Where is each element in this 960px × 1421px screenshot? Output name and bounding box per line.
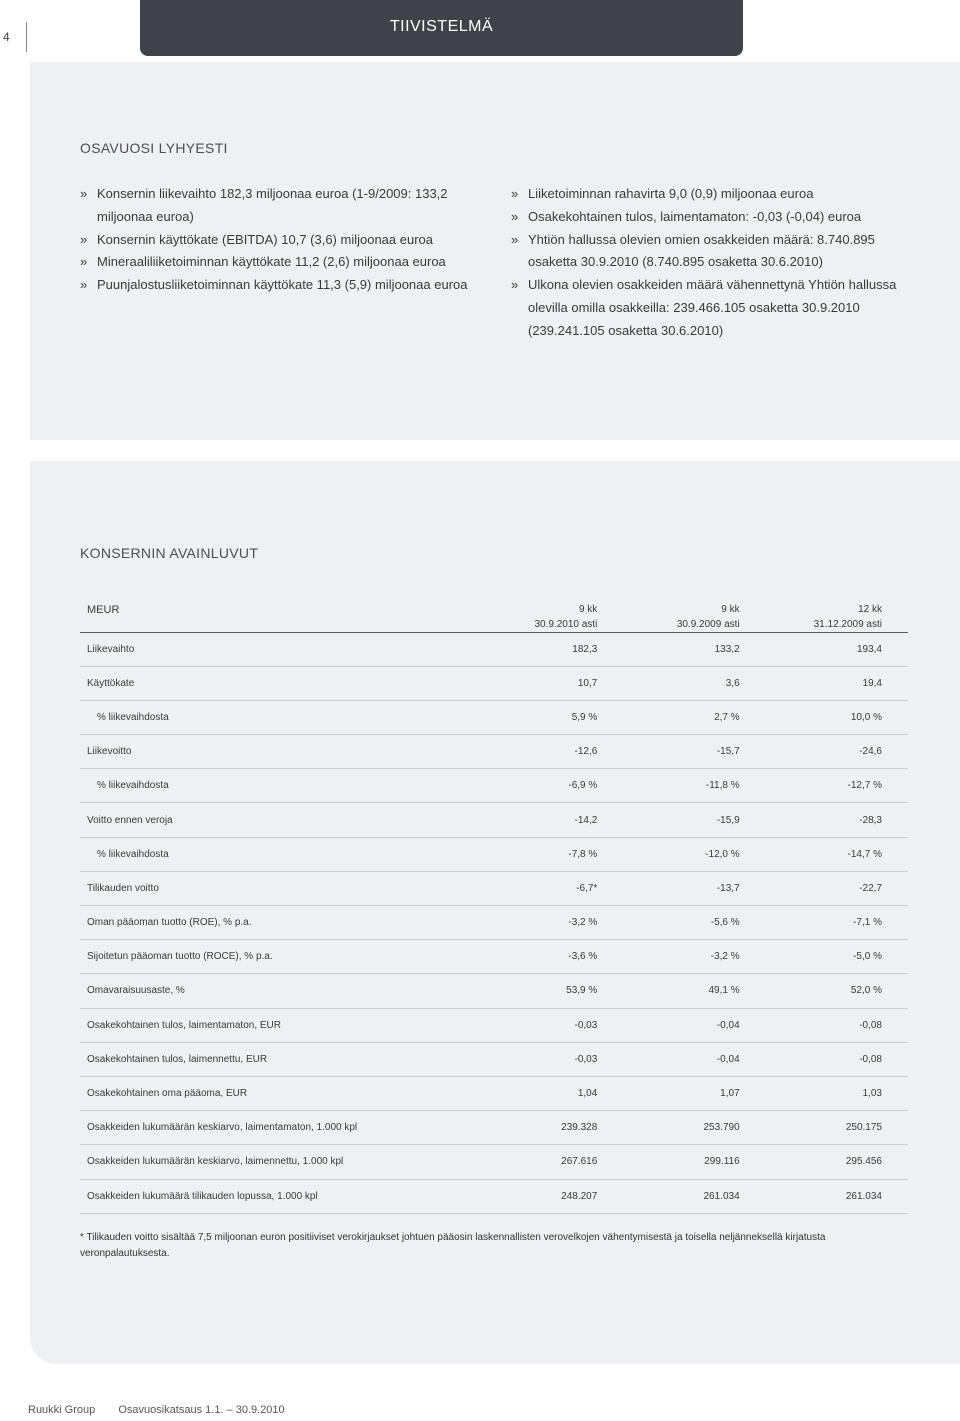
row-value: 248.207: [561, 1190, 598, 1202]
row-value: 1,07: [720, 1088, 740, 1100]
table-row: [80, 1145, 908, 1179]
column-period: 9 kk: [578, 603, 598, 615]
list-item: » Yhtiön hallussa olevien omien osakkeiden määrä: 8.740.895 osaketta 30.9.2010 (8.740.895 osaketta 30.6.2010): [511, 229, 908, 275]
row-label: Omavaraisuusaste, %: [87, 985, 185, 997]
column-header: [766, 588, 908, 632]
table-row: [80, 666, 908, 700]
row-value: 53,9 %: [566, 985, 598, 997]
row-value: -22,7: [859, 882, 882, 894]
row-value: 5,9 %: [571, 711, 598, 723]
row-value: -5,0 %: [853, 951, 882, 963]
key-figures-title: KONSERNIN AVAINLUVUT: [80, 545, 259, 561]
row-value: 239.328: [561, 1122, 598, 1134]
unit-label: MEUR: [87, 603, 120, 616]
row-value: -13,7: [716, 882, 740, 894]
list-item: » Osakekohtainen tulos, laimentamaton: -0,03 (-0,04) euroa: [511, 206, 908, 229]
row-value: 250.175: [845, 1122, 882, 1134]
row-label: % liikevaihdosta: [97, 848, 169, 860]
row-value: -14,2: [574, 814, 598, 826]
row-label: Sijoitetun pääoman tuotto (ROCE), % p.a.: [87, 951, 273, 963]
column-date: 30.9.2009 asti: [676, 618, 740, 630]
row-value: 182,3: [572, 643, 598, 655]
page-number-divider: [26, 22, 27, 52]
row-value: -0,03: [574, 1019, 598, 1031]
row-value: -0,04: [716, 1053, 740, 1065]
row-value: -3,2 %: [568, 917, 598, 929]
row-value: 133,2: [714, 643, 740, 655]
column-period: 12 kk: [858, 603, 882, 615]
row-label: Oman pääoman tuotto (ROE), % p.a.: [87, 917, 252, 929]
row-label: Osakekohtainen tulos, laimentamaton, EUR: [87, 1019, 281, 1031]
table-footnote: * Tilikauden voitto sisältää 7,5 miljoonan euron positiiviset verokirjaukset johtuen pääosin laskennallisten verovelkojen vähentymisestä ja toisella neljänneksellä kirjatusta veronpalautuksesta.: [80, 1232, 826, 1259]
footer-company: Ruukki Group: [28, 1404, 96, 1416]
row-value: -3,2 %: [710, 951, 740, 963]
row-value: -15,7: [716, 746, 740, 758]
row-value: -14,7 %: [847, 848, 882, 860]
table-row: [80, 1076, 908, 1110]
row-value: 49,1 %: [708, 985, 740, 997]
table-row: [80, 1008, 908, 1042]
key-figures-table: [80, 588, 908, 1214]
row-label: Käyttökate: [87, 677, 135, 689]
row-label: Osakekohtainen tulos, laimennettu, EUR: [87, 1053, 268, 1065]
row-label: Voitto ennen veroja: [87, 814, 173, 826]
row-value: -12,0 %: [705, 848, 740, 860]
list-item: » Liiketoiminnan rahavirta 9,0 (0,9) miljoonaa euroa: [511, 183, 908, 206]
table-row: [80, 1179, 908, 1213]
section-header-title: TIIVISTELMÄ: [389, 18, 494, 35]
row-value: -12,6: [574, 746, 598, 758]
column-date: 30.9.2010 asti: [534, 618, 598, 630]
row-label: Tilikauden voitto: [87, 882, 159, 894]
row-label: Osakkeiden lukumäärän keskiarvo, laimennettu, 1.000 kpl: [87, 1156, 344, 1168]
row-value: -6,7*: [576, 882, 598, 894]
row-value: -24,6: [859, 746, 882, 758]
table-row: [80, 700, 908, 734]
section-header-tab: [140, 0, 743, 56]
list-item: » Konsernin liikevaihto 182,3 miljoonaa euroa (1-9/2009: 133,2 miljoonaa euroa): [80, 183, 477, 229]
list-item: » Mineraaliliiketoiminnan käyttökate 11,2 (2,6) miljoonaa euroa: [80, 251, 477, 274]
table-row: [80, 632, 908, 666]
row-value: -0,04: [716, 1019, 740, 1031]
row-value: -7,1 %: [853, 917, 882, 929]
table-row: [80, 769, 908, 803]
row-value: -0,03: [574, 1053, 598, 1065]
row-value: 52,0 %: [850, 985, 882, 997]
row-label: % liikevaihdosta: [97, 711, 169, 723]
row-value: -11,8 %: [705, 780, 740, 792]
row-value: 1,03: [862, 1088, 882, 1100]
row-value: 253.790: [703, 1122, 740, 1134]
row-value: 19,4: [862, 677, 882, 689]
row-value: -3,6 %: [568, 951, 598, 963]
row-value: 299.116: [704, 1156, 740, 1168]
row-label: Osakkeiden lukumäärän keskiarvo, laimentamaton, 1.000 kpl: [87, 1122, 358, 1134]
column-header: [481, 588, 623, 632]
row-value: 193,4: [856, 643, 882, 655]
row-value: -5,6 %: [710, 917, 740, 929]
page-number: 4: [3, 30, 10, 44]
table-row: [80, 803, 908, 837]
summary-title: OSAVUOSI LYHYESTI: [80, 140, 228, 156]
table-row: [80, 1042, 908, 1076]
row-value: 10,0 %: [850, 711, 882, 723]
row-value: -7,8 %: [568, 848, 598, 860]
row-value: 261.034: [703, 1190, 740, 1202]
list-item: » Konsernin käyttökate (EBITDA) 10,7 (3,6) miljoonaa euroa: [80, 229, 477, 252]
row-value: -15,9: [716, 814, 740, 826]
row-value: -12,7 %: [847, 780, 882, 792]
row-value: 1,04: [577, 1088, 598, 1100]
row-value: 261.034: [845, 1190, 882, 1202]
list-item: » Puunjalostusliiketoiminnan käyttökate 11,3 (5,9) miljoonaa euroa: [80, 274, 477, 297]
summary-left-list: [80, 183, 477, 297]
table-row: [80, 837, 908, 871]
table-row: [80, 940, 908, 974]
row-value: 10,7: [577, 677, 598, 689]
summary-right-list: [511, 183, 908, 343]
row-label: % liikevaihdosta: [97, 780, 169, 792]
footer-report: Osavuosikatsaus 1.1. – 30.9.2010: [118, 1404, 285, 1416]
row-value: -6,9 %: [568, 780, 598, 792]
row-value: -28,3: [859, 814, 882, 826]
row-value: 3,6: [725, 677, 740, 689]
row-value: -0,08: [859, 1019, 882, 1031]
list-item: » Ulkona olevien osakkeiden määrä vähennettynä Yhtiön hallussa olevilla omilla osakkeilla: 239.466.105 osaketta 30.9.2010 (239.241.105 osaketta 30.6.2010): [511, 274, 908, 342]
row-label: Liikevaihto: [87, 643, 135, 655]
row-label: Liikevoitto: [87, 746, 132, 758]
column-period: 9 kk: [721, 603, 740, 615]
table-row: [80, 1111, 908, 1145]
row-label: Osakekohtainen oma pääoma, EUR: [87, 1088, 248, 1100]
table-row: [80, 906, 908, 940]
table-row: [80, 974, 908, 1008]
row-value: 2,7 %: [714, 711, 740, 723]
column-header: [623, 588, 765, 632]
row-value: -0,08: [859, 1053, 882, 1065]
page-footer: [28, 1404, 305, 1416]
column-date: 31.12.2009 asti: [813, 618, 882, 630]
row-value: 295.456: [845, 1156, 882, 1168]
table-header-row: [80, 588, 908, 632]
table-row: [80, 871, 908, 905]
row-value: 267.616: [561, 1156, 598, 1168]
table-row: [80, 735, 908, 769]
row-label: Osakkeiden lukumäärä tilikauden lopussa, 1.000 kpl: [87, 1190, 318, 1202]
